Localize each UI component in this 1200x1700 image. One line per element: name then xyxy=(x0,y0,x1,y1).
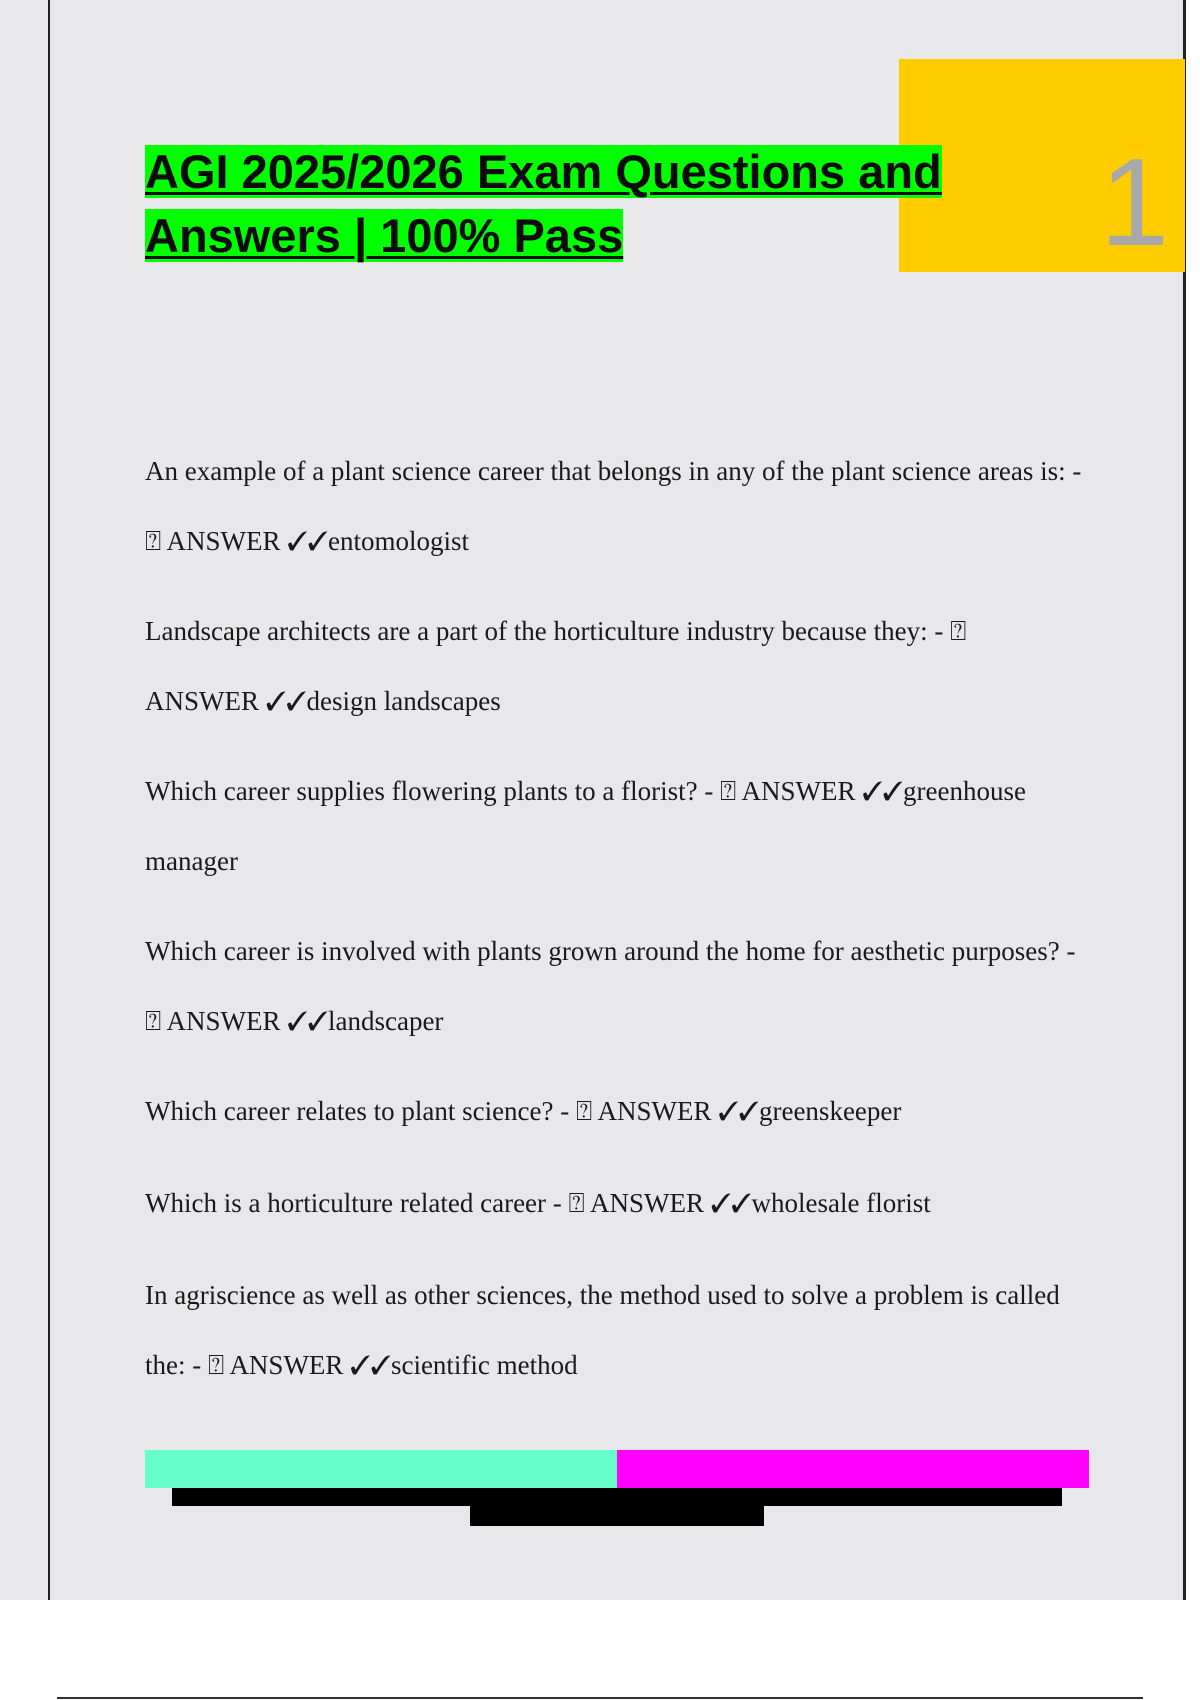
bottom-rule xyxy=(57,1697,1143,1699)
qa-item: Landscape architects are a part of the horticulture industry because they: - ⍰ ANSWER ✓✓design landscapes xyxy=(145,616,967,716)
footer-color-strip xyxy=(145,1450,1089,1488)
footer-strip-magenta xyxy=(617,1450,1089,1488)
qa-item: Which career is involved with plants grown around the home for aesthetic purposes? - ⍰ ANSWER ✓✓landscaper xyxy=(145,936,1076,1036)
qa-item: In agriscience as well as other sciences, the method used to solve a problem is called the: - ⍰ ANSWER ✓✓scientific method xyxy=(145,1280,1060,1380)
qa-item: An example of a plant science career that belongs in any of the plant science areas is: - ⍰ ANSWER ✓✓entomologist xyxy=(145,456,1082,556)
qa-item: Which is a horticulture related career - ⍰ ANSWER ✓✓wholesale florist xyxy=(145,1188,931,1218)
qa-item: Which career relates to plant science? - ⍰ ANSWER ✓✓greenskeeper xyxy=(145,1096,902,1126)
qa-item: Which career supplies flowering plants to a florist? - ⍰ ANSWER ✓✓greenhouse manager xyxy=(145,776,1026,876)
page-number: 1 xyxy=(1100,134,1169,272)
page-border-left xyxy=(48,0,50,1600)
footer-strip-teal xyxy=(145,1450,618,1488)
qa-list xyxy=(145,436,1085,1420)
footer-bar-narrow xyxy=(470,1505,764,1526)
document-title xyxy=(145,140,1005,268)
footer-bar-wide xyxy=(172,1488,1062,1506)
document-title-text: AGI 2025/2026 Exam Questions and Answers | 100% Pass xyxy=(145,145,942,262)
